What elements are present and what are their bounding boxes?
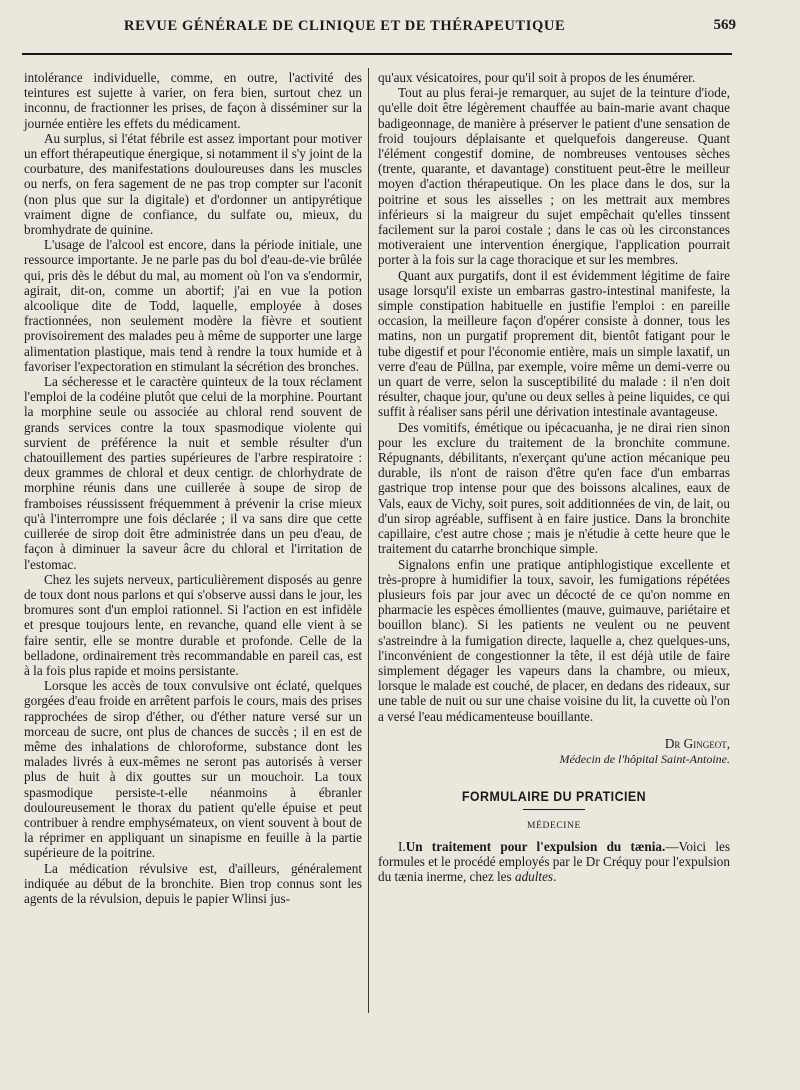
paragraph: Des vomitifs, émétique ou ipécacuanha, je ne dirai rien sinon pour les exclure du traitement de la bronchite commune. Répugnants, débilitants, n'exerçant qu'une action mécanique peu durable, ils n'ont de raison d'être qu'en face d'un embarras gastrique trop intense pour que des boissons alcalines, eaux de Vals, eaux de Vichy, soit pures, soit additionnées de vin, de lait, ou d'un sirop agréable, suffisent à en faire justice. Dans la bronchite capillaire, c'est autre chose ; mais je n'étudie à cette heure que le traitement du catarrhe bronchique simple.: [378, 419, 730, 557]
paragraph: intolérance individuelle, comme, en outre, l'activité des teintures est sujette à varier, on fera bien, surtout chez un inconnu, de fractionner les prises, de façon à disséminer sur la journée entière les effets du médicament.: [24, 70, 362, 131]
section-title: FORMULAIRE DU PRATICIEN: [461, 789, 647, 805]
item-emphasis: adultes: [514, 868, 554, 884]
paragraph: qu'aux vésicatoires, pour qu'il soit à propos de les énumérer.: [378, 70, 696, 85]
paragraph: Tout au plus ferai-je remarquer, au sujet de la teinture d'iode, qu'elle doit être légèrement chauffée au bain-marie avant chaque badigeonnage, de manière à préserver le patient d'une sensation de froid toujours déplaisante et quelquefois dangereuse. Quant l'élément congestif domine, de nombreuses ventouses sèches (trente, quarante, et davantage) constituent peut-être le meilleur moyen d'action thérapeutique. On les place dans le dos, sur la poitrine et sous les aisselles ; on les mettrait aux membres inférieurs si la maigreur du sujet empêchait qu'elles tinssent facilement sur la paroi costale ; dans le cas où les circonstances motiveraient une intervention énergique, l'application pourrait porter à la fois sur la cage thoracique et sur les membres.: [378, 85, 730, 268]
journal-title: REVUE GÉNÉRALE DE CLINIQUE ET DE THÉRAPEUTIQUE: [124, 18, 566, 34]
left-column: [24, 70, 362, 906]
item-title: Un traitement pour l'expulsion du tænia.: [405, 838, 666, 854]
column-divider: [368, 68, 369, 1013]
paragraph: La médication révulsive est, d'ailleurs, généralement indiquée au début de la bronchite. Bien trop connus sont les agents de la révulsion, depuis le papier Wlinsi jus-: [24, 860, 362, 906]
running-header: [24, 10, 736, 40]
paragraph: La sécheresse et le caractère quinteux de la toux réclament l'emploi de la codéine plutôt que celui de la morphine. Pourtant la morphine seule ou associée au chloral rend souvent de grands services contre la toux spasmodique violente qui survient de préférence la nuit et semble résulter d'un chatouillement des parties supérieures de l'arbre respiratoire : deux grammes de chloral et deux centigr. de chlorhydrate de morphine réunis dans une cuillerée à soupe de sirop de framboises réussissent fréquemment à prévenir la crise mieux qu'à l'interrompre une fois déclarée ; il va sans dire que cette cuillerée de sirop doit être administrée dans un peu d'eau, de façon à diminuer la saveur âcre du chloral et l'irritation de l'estomac.: [24, 374, 362, 572]
paragraph: Signalons enfin une pratique antiphlogistique excellente et très-propre à humidifier la toux, savoir, les fumigations répétées plusieurs fois par jour avec un décocté de ce qu'on nomme en pharmacie les espèces émollientes (mauve, guimauve, pariétaire et bouillon blanc). Si les patients ne veulent ou ne peuvent s'astreindre à la fumigation directe, laquelle a, chez quelques-uns, l'inconvénient de congestionner la tête, il est déjà utile de faire simplement dégager les vapeurs dans la chambre, ou mieux, lorsque le malade est couché, de placer, en dedans des rideaux, sur une table de nuit ou sur une chaise voisine du lit, la cuvette où l'on a versé l'eau médicamenteuse bouillante.: [378, 556, 730, 724]
formulary-item: [378, 839, 730, 885]
paragraph: L'usage de l'alcool est encore, dans la période initiale, une ressource importante. Je ne parle pas du bol d'eau-de-vie brûlée qui, pris dès le début du mal, au moment où l'on va s'endormir, agirait, dit-on, comme un abortif; j'ai en vue la potion alcoolique dite de Todd, laquelle, employée à doses fractionnées, non seulement modère la fièvre et soutient provisoirement des malades peu à même de supporter une large alimentation plastique, mais tend à rendre la toux humide et à favoriser l'expectoration en stimulant la sécrétion des bronches.: [24, 237, 362, 374]
item-text: —Voici les formules et le procédé employés par le Dr Créquy pour l'expulsion du tænia inerme, chez les: [378, 838, 730, 884]
paragraph: Chez les sujets nerveux, particulièrement disposés au genre de toux dont nous parlons et qui s'observe aussi dans le jour, les bromures sont d'un emploi rationnel. Si l'action en est infidèle et presque toujours lente, en revanche, quand elle vient à se faire sentir, elle se montre durable et profonde. Celle de la belladone, ordinairement très recommandable en pareil cas, est à la fois plus rapide et moins persistante.: [24, 571, 362, 678]
paragraph: Au surplus, si l'état fébrile est assez important pour motiver un effort thérapeutique énergique, si notamment il s'y joint de la courbature, des manifestations douloureuses dans les muscles ou nerfs, on fera sagement de ne pas trop compter sur l'aconit (non plus que sur la digitale) et d'ordonner un antipyrétique vraiment digne de confiance, du sulfate ou, mieux, du bromhydrate de quinine.: [24, 130, 362, 238]
right-column: [378, 70, 730, 884]
item-number: I.: [398, 838, 406, 854]
author-signature: Dr Gingeot,: [664, 735, 730, 751]
item-end: .: [553, 868, 557, 884]
page-number: 569: [713, 17, 736, 33]
author-affiliation: Médecin de l'hôpital Saint-Antoine.: [559, 751, 730, 766]
paragraph: Lorsque les accès de toux convulsive ont éclaté, quelques gorgées d'eau froide en arrêtent parfois le cours, mais des prises rapprochées de sirop d'éther, ou d'éther nature versé sur un morceau de sucre, ont plus de chances de succès ; il en est de même des inhalations de chloroforme, substance dont les malades livrés à eux-mêmes ne seront pas autorisés à verser plus de huit à dix gouttes sur un mouchoir. La toux spasmodique persiste-t-elle néanmoins à ébranler douloureusement le thorax du patient qu'elle épuise et peut contribuer à rendre emphysémateux, on vient souvent à bout de la réprimer en appliquant un sinapisme en feuille à la partie supérieure de la poitrine.: [24, 678, 362, 861]
section-subtitle: MÉDECINE: [527, 821, 581, 832]
header-rule: [22, 53, 732, 55]
paragraph: Quant aux purgatifs, dont il est évidemment légitime de faire usage lorsqu'il existe un embarras gastro-intestinal manifeste, la simple constipation habituelle en justifie l'emploi : en pareille occasion, la meilleure façon d'opérer consiste à donner, tous les matins, non un purgatif proprement dit, bientôt fatigant pour le tube digestif et pour l'économie entière, mais un simple laxatif, un verre d'eau de Püllna, par exemple, voire même un demi-verre ou un quart de verre, selon la susceptibilité du malade : il n'en doit résulter, chaque jour, qu'une ou deux selles à peine liquides, ce qui suffit à réaliser sans péril une dérivation intestinale avantageuse.: [378, 267, 730, 420]
section-rule: [523, 809, 585, 810]
